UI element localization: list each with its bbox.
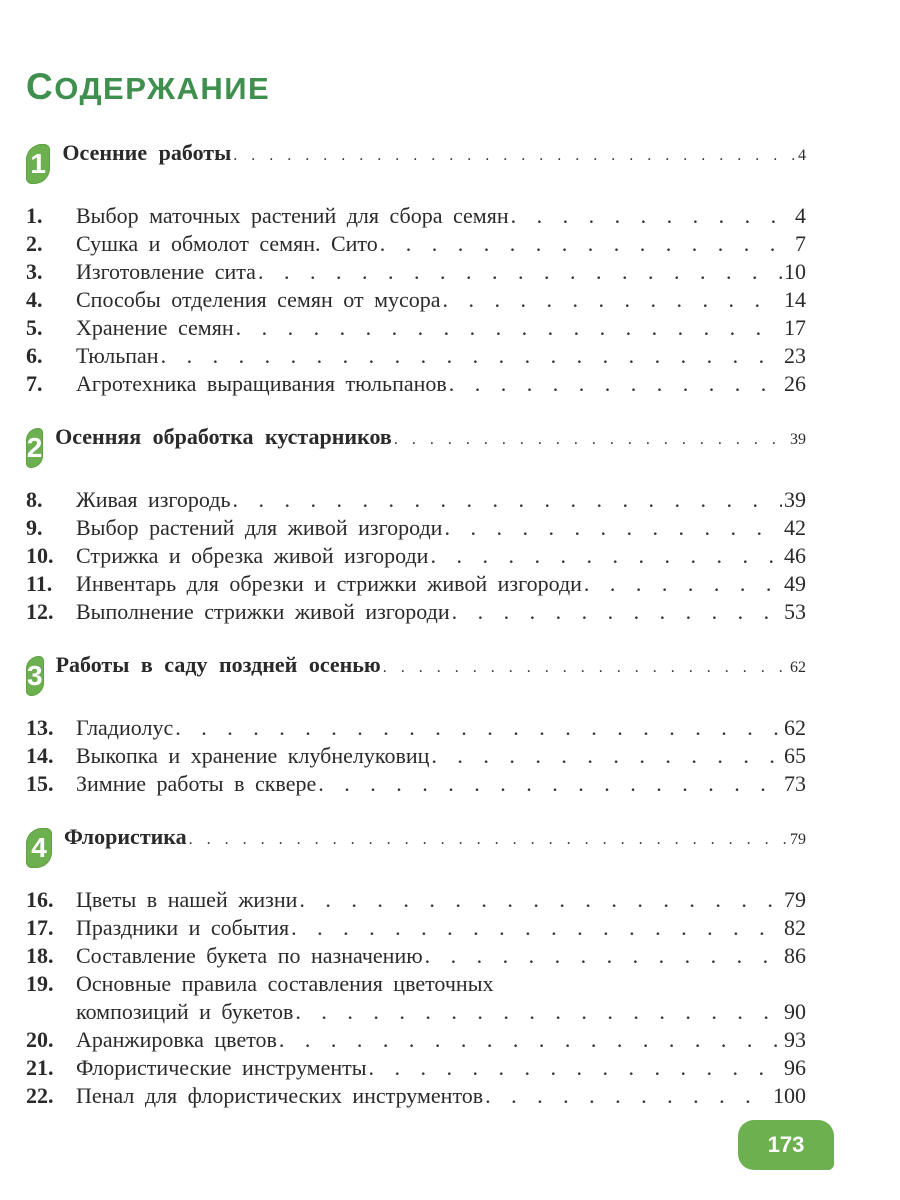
page-number: 26 <box>784 371 806 396</box>
page-title-initial: С <box>26 66 55 107</box>
leader-dots <box>485 1082 771 1110</box>
entry-number: 4. <box>26 287 43 312</box>
leader-dots <box>233 486 783 514</box>
entry-number: 22. <box>26 1083 54 1108</box>
entry-title: Основные правила составления цветочных <box>76 971 494 996</box>
leader-dots <box>175 714 782 742</box>
toc-entry[interactable] <box>26 1054 806 1082</box>
toc-entry[interactable] <box>26 314 806 342</box>
toc-entry[interactable] <box>26 486 806 514</box>
toc-entry[interactable] <box>26 1026 806 1054</box>
entry-number: 6. <box>26 343 43 368</box>
toc-entry[interactable] <box>26 1082 806 1110</box>
leader-dots <box>383 659 788 677</box>
leader-dots <box>291 914 782 942</box>
entry-number: 9. <box>26 515 43 540</box>
entry-number: 1. <box>26 203 43 228</box>
entry-title: Стрижка и обрезка живой изгороди <box>76 543 429 568</box>
entry-number: 11. <box>26 571 53 596</box>
entry-number: 2. <box>26 231 43 256</box>
leader-dots <box>380 230 793 258</box>
page-number: 39 <box>784 487 806 512</box>
leader-dots <box>425 942 782 970</box>
entry-title-continuation: композиций и букетов <box>76 999 294 1024</box>
entry-title: Тюльпан <box>76 343 159 368</box>
leader-dots <box>318 770 782 798</box>
toc-entry[interactable] <box>26 714 806 742</box>
entry-title: Аранжировка цветов <box>76 1027 277 1052</box>
page-number: 49 <box>784 571 806 596</box>
section-number-badge: 4 <box>26 828 52 868</box>
entry-number: 15. <box>26 771 54 796</box>
section-title: Работы в саду поздней осенью <box>55 652 381 677</box>
leader-dots <box>299 886 782 914</box>
leader-dots <box>394 431 788 449</box>
leader-dots <box>431 742 782 770</box>
entry-number: 14. <box>26 743 54 768</box>
leader-dots <box>511 202 793 230</box>
entry-number: 7. <box>26 371 43 396</box>
leader-dots <box>449 370 782 398</box>
page-number: 14 <box>784 287 806 312</box>
page-number: 100 <box>773 1083 806 1108</box>
page-number: 23 <box>784 343 806 368</box>
leader-dots <box>443 286 782 314</box>
entry-title: Способы отделения семян от мусора <box>76 287 441 312</box>
entry-title: Цветы в нашей жизни <box>76 887 298 912</box>
entry-number: 3. <box>26 259 43 284</box>
page-number: 65 <box>784 743 806 768</box>
entry-number: 12. <box>26 599 54 624</box>
entry-number: 18. <box>26 943 54 968</box>
page-title-rest: ОДЕРЖАНИЕ <box>54 71 271 106</box>
page-number: 96 <box>784 1055 806 1080</box>
page-number: 4 <box>798 147 806 164</box>
section-title: Флористика <box>64 824 187 849</box>
page-title <box>26 66 270 108</box>
leader-dots <box>444 514 782 542</box>
page-number: 53 <box>784 599 806 624</box>
entry-number: 19. <box>26 971 54 996</box>
entry-title: Зимние работы в сквере <box>76 771 317 796</box>
section-number-badge: 2 <box>26 428 43 468</box>
page-number: 10 <box>784 259 806 284</box>
section-number-badge: 1 <box>26 144 50 184</box>
toc-entry[interactable] <box>26 286 806 314</box>
entry-number: 17. <box>26 915 54 940</box>
section-title: Осенняя обработка кустарников <box>55 424 392 449</box>
leader-dots <box>295 998 782 1026</box>
section-title: Осенние работы <box>62 140 232 165</box>
page-number: 73 <box>784 771 806 796</box>
entry-title: Инвентарь для обрезки и стрижки живой изгороди <box>76 571 582 596</box>
entry-title: Флористические инструменты <box>76 1055 367 1080</box>
page-number: 42 <box>784 515 806 540</box>
toc-entry[interactable] <box>26 914 806 942</box>
entry-title: Праздники и события <box>76 915 290 940</box>
toc-entry[interactable] <box>26 370 806 398</box>
entry-number: 13. <box>26 715 54 740</box>
page-number: 90 <box>784 999 806 1024</box>
toc-entry[interactable] <box>26 970 806 1026</box>
toc-entry[interactable] <box>26 542 806 570</box>
section-3 <box>26 652 806 798</box>
leader-dots <box>584 570 782 598</box>
toc-entry[interactable] <box>26 514 806 542</box>
page-number: 62 <box>784 715 806 740</box>
entry-number: 8. <box>26 487 43 512</box>
entry-title: Выбор маточных растений для сбора семян <box>76 203 509 228</box>
leader-dots <box>258 258 782 286</box>
entry-title: Выбор растений для живой изгороди <box>76 515 443 540</box>
toc-entry[interactable] <box>26 886 806 914</box>
page-number: 93 <box>784 1027 806 1052</box>
section-number-badge: 3 <box>26 656 44 696</box>
entry-number: 16. <box>26 887 54 912</box>
entry-title: Пенал для флористических инструментов <box>76 1083 484 1108</box>
leader-dots <box>161 342 782 370</box>
section-heading[interactable] <box>26 652 806 700</box>
entry-title: Составление букета по назначению <box>76 943 423 968</box>
page-number: 79 <box>790 831 806 848</box>
page-number: 46 <box>784 543 806 568</box>
toc-entry[interactable] <box>26 570 806 598</box>
entry-number: 20. <box>26 1027 54 1052</box>
leader-dots <box>452 598 782 626</box>
page-number: 7 <box>795 231 806 256</box>
entry-number: 5. <box>26 315 43 340</box>
leader-dots <box>189 831 788 849</box>
toc-entry[interactable] <box>26 770 806 798</box>
entry-title: Выкопка и хранение клубнелуковиц <box>76 743 430 768</box>
toc-entry[interactable] <box>26 942 806 970</box>
leader-dots <box>369 1054 782 1082</box>
entry-title: Живая изгородь <box>76 487 231 512</box>
entry-title: Агротехника выращивания тюльпанов <box>76 371 447 396</box>
leader-dots <box>430 542 782 570</box>
section-heading[interactable] <box>26 140 806 188</box>
entry-title: Хранение семян <box>76 315 234 340</box>
entry-title: Гладиолус <box>76 715 174 740</box>
entry-title: Сушка и обмолот семян. Сито <box>76 231 378 256</box>
page-folio-number: 173 <box>738 1120 834 1170</box>
leader-dots <box>236 314 782 342</box>
page-number: 82 <box>784 915 806 940</box>
section-heading[interactable] <box>26 824 806 872</box>
toc-entry[interactable] <box>26 202 806 230</box>
toc-entry[interactable] <box>26 230 806 258</box>
table-of-contents <box>26 140 806 1136</box>
section-1 <box>26 140 806 398</box>
entry-title: Выполнение стрижки живой изгороди <box>76 599 450 624</box>
toc-entry[interactable] <box>26 258 806 286</box>
toc-entry[interactable] <box>26 742 806 770</box>
leader-dots <box>233 147 796 165</box>
entry-number: 10. <box>26 543 54 568</box>
section-4 <box>26 824 806 1110</box>
page-number: 62 <box>790 659 806 676</box>
section-heading[interactable] <box>26 424 806 472</box>
page-number: 79 <box>784 887 806 912</box>
page-number: 86 <box>784 943 806 968</box>
toc-entry[interactable] <box>26 598 806 626</box>
entry-title: Изготовление сита <box>76 259 256 284</box>
page-number: 39 <box>790 431 806 448</box>
toc-entry[interactable] <box>26 342 806 370</box>
entry-number: 21. <box>26 1055 54 1080</box>
leader-dots <box>279 1026 782 1054</box>
section-2 <box>26 424 806 626</box>
page-number: 4 <box>795 203 806 228</box>
page-number: 17 <box>784 315 806 340</box>
